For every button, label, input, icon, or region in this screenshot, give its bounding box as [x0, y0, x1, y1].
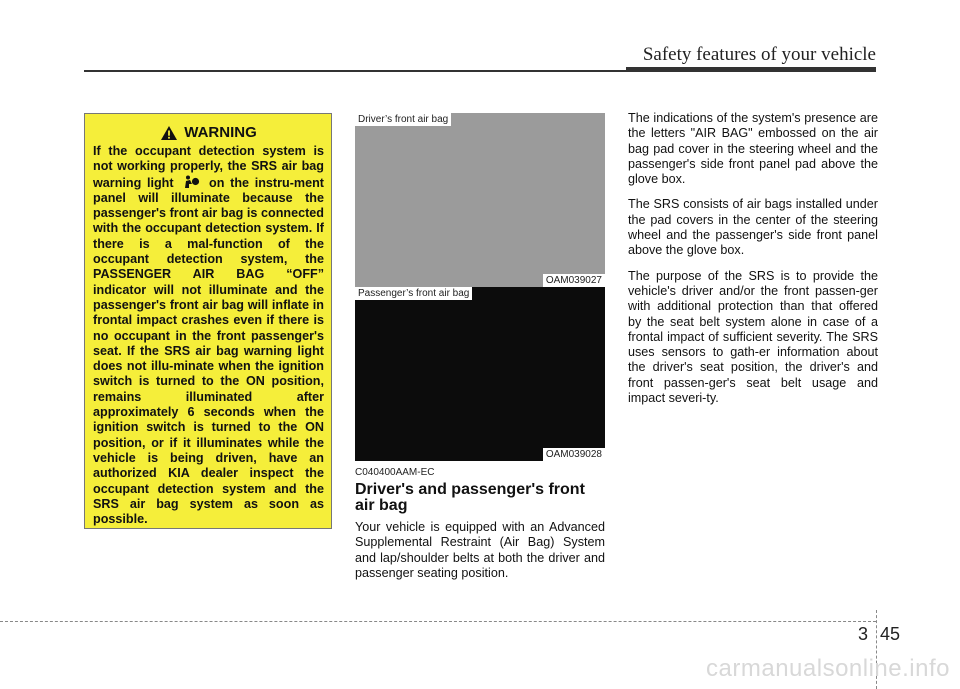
warning-text [93, 144, 324, 527]
watermark: carmanualsonline.info [706, 655, 950, 682]
warning-text-part-2: on the instru-ment panel will illuminate because the passenger's front air bag is connected with the occupant detection system. If there is a mal-function of the occupant detection system, the PASSENGER AIR BAG “OFF” indicator will not illuminate and the passenger's front air bag will inflate in frontal impact crashes even if there is no occupant in the front passenger's seat. If the SRS air bag warning light does not illu-minate when the ignition switch is turned to the ON position, remains illuminated after approximately 6 seconds when the ignition switch is turned to the ON position, or if it illuminates while the vehicle is being driven, have an authorized KIA dealer inspect the occupant detection system and the SRS air bag system as soon as possible. [93, 175, 324, 527]
figure-code: OAM039028 [543, 448, 605, 461]
passenger-airbag-figure [355, 287, 605, 461]
header-rule-accent [626, 67, 876, 72]
section-code: C040400AAM-EC [355, 467, 435, 478]
section-paragraph: Your vehicle is equipped with an Advanced Supplemental Restraint (Air Bag) System and lap/shoulder belts at both the driver and passenger seating position. [355, 520, 605, 580]
right-column [628, 111, 878, 416]
warning-triangle-icon [160, 125, 178, 141]
right-paragraph: The purpose of the SRS is to provide the vehicle's driver and/or the front passen-ger with additional protection than that offered by the seat belt system alone in case of a frontal impact of sufficient severity. The SRS uses sensors to gath-er information about the driver's seat position, the driver's and front passen-ger's seat belt usage and impact severi-ty. [628, 268, 878, 406]
warning-box [84, 113, 332, 529]
right-paragraph: The indications of the system's presence are the letters "AIR BAG" embossed on the air bag pad cover in the steering wheel and the passenger's side front panel pad above the glove box. [628, 111, 878, 187]
warning-header [93, 124, 324, 141]
middle-column [355, 113, 605, 591]
footer-rule [0, 621, 876, 622]
figure-label: Driver’s front air bag [355, 113, 451, 126]
figure-code: OAM039027 [543, 274, 605, 287]
section-heading: Driver's and passenger's front air bag [355, 481, 585, 514]
driver-airbag-figure [355, 113, 605, 287]
figure-label: Passenger’s front air bag [355, 287, 472, 300]
airbag-warning-icon [181, 175, 201, 189]
right-paragraph: The SRS consists of air bags installed under the pad covers in the center of the steering wheel and the passenger's side front panel above the glove box. [628, 197, 878, 258]
page-number: 45 [880, 624, 901, 644]
chapter-number: 3 [858, 624, 869, 644]
header-title: Safety features of your vehicle [642, 44, 876, 65]
warning-text-part-1: If the occupant detection system is not working properly, the SRS air bag warning light [93, 144, 324, 190]
warning-heading: WARNING [184, 124, 257, 141]
